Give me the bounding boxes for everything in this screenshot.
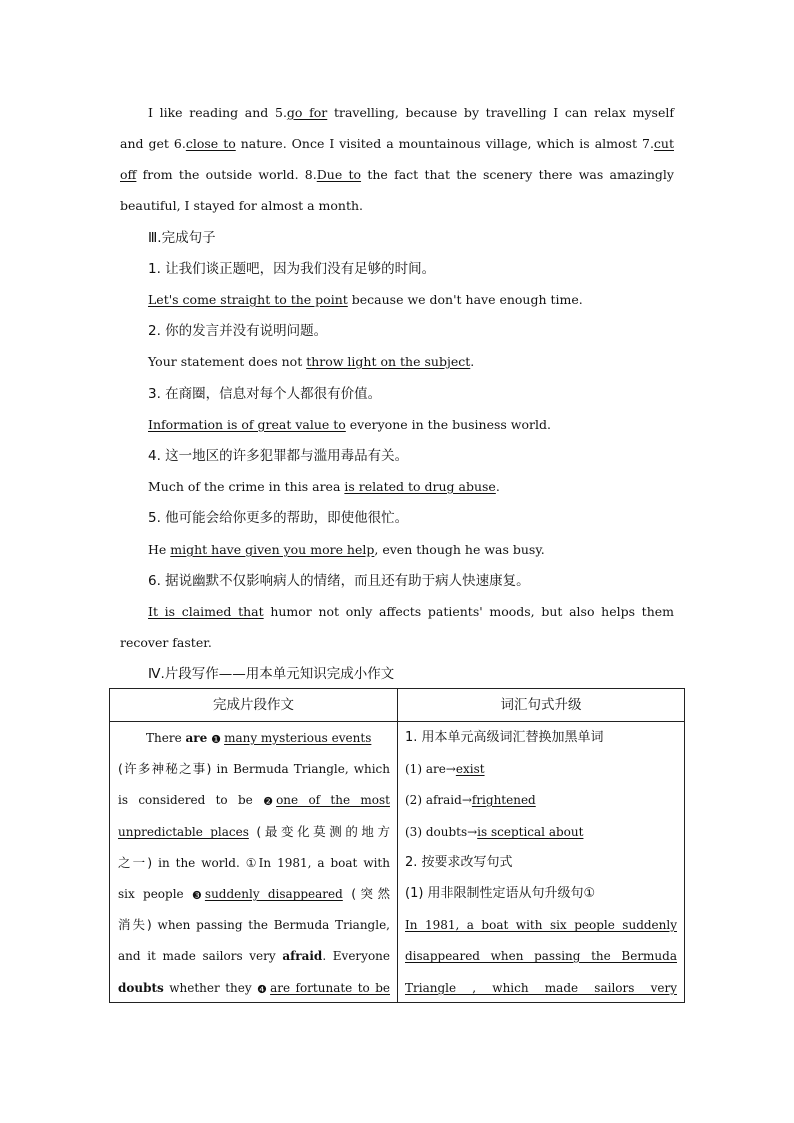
item-2-zh: 2. 你的发言并没有说明问题。	[148, 323, 328, 339]
answer-7b: off	[120, 167, 137, 182]
item-2-en: Your statement does not throw light on the subject.	[148, 354, 475, 369]
left-line-2: (许多神秘之事) in Bermuda Triangle, which	[118, 761, 390, 776]
right-line-3: (2) afraid→frightened	[405, 793, 536, 807]
left-line-9: doubts whether they ❹ are fortunate to be	[118, 981, 390, 996]
item-5-answer: might have given you more help	[170, 542, 375, 557]
blank-marker-4: ❹	[257, 983, 267, 996]
right-answer-frightened: frightened	[471, 793, 536, 807]
passage-line-3: off from the outside world. 8.Due to the fact that the scenery there was amazingly	[120, 167, 674, 182]
item-1-zh: 1. 让我们谈正题吧，因为我们没有足够的时间。	[148, 261, 436, 277]
right-line-6: (1) 用非限制性定语从句升级句①	[405, 886, 596, 901]
item-3-zh: 3. 在商圈，信息对每个人都很有价值。	[148, 386, 382, 402]
right-line-1: 1. 用本单元高级词汇替换加黑单词	[405, 730, 604, 745]
table-header-left: 完成片段作文	[213, 697, 294, 713]
answer-7a: cut	[653, 136, 674, 151]
blank-marker-3: ❸	[191, 889, 202, 902]
answer-5: go for	[286, 105, 328, 120]
left-line-8: and it made sailors very afraid. Everyone	[118, 949, 390, 963]
item-2-answer: throw light on the subject	[306, 354, 471, 369]
left-line-1: There are ❶ many mysterious events	[146, 731, 372, 746]
item-4-answer: is related to drug abuse	[344, 479, 496, 494]
right-line-5: 2. 按要求改写句式	[405, 855, 513, 870]
left-answer-2b: unpredictable places	[118, 825, 249, 839]
item-4-en: Much of the crime in this area is related to drug abuse.	[148, 479, 500, 494]
item-1-answer: Let's come straight to the point	[148, 292, 348, 307]
section-3-heading: Ⅲ.完成句子	[148, 230, 216, 246]
left-line-4: unpredictable places (最变化莫测的地方	[118, 824, 390, 839]
right-line-8: disappeared when passing the Bermuda	[405, 949, 677, 963]
item-6-answer: It is claimed that	[148, 604, 264, 619]
item-3-answer: Information is of great value to	[148, 417, 346, 432]
passage-line-4: beautiful, I stayed for almost a month.	[120, 198, 364, 213]
left-answer-3: suddenly disappeared	[204, 887, 343, 901]
table-header-right: 词汇句式升级	[500, 697, 582, 713]
passage-line-1: I like reading and 5.go for travelling, because by travelling I can relax myself	[148, 105, 674, 120]
table-column-divider	[397, 689, 398, 1002]
left-line-3: is considered to be ❷ one of the most	[118, 793, 390, 808]
left-answer-2a: one of the most	[276, 793, 390, 807]
left-line-5: 之一) in the world. ①In 1981, a boat with	[118, 855, 390, 870]
right-line-2: (1) are→exist	[405, 762, 485, 776]
writing-table	[109, 688, 685, 1003]
table-header-divider	[110, 721, 684, 722]
section-4-heading: Ⅳ.片段写作——用本单元知识完成小作文	[148, 666, 395, 682]
right-line-7: In 1981, a boat with six people suddenly	[405, 918, 677, 932]
left-line-7: 消失) when passing the Bermuda Triangle,	[118, 917, 390, 932]
left-answer-4: are fortunate to be	[270, 981, 390, 995]
blank-marker-1: ❶	[211, 733, 221, 746]
right-answer-sceptical: is sceptical about	[477, 825, 584, 839]
item-4-zh: 4. 这一地区的许多犯罪都与滥用毒品有关。	[148, 448, 409, 464]
right-line-9: Triangle , which made sailors very	[405, 981, 677, 995]
right-answer-exist: exist	[455, 762, 485, 776]
right-line-4: (3) doubts→is sceptical about	[405, 825, 584, 839]
item-6-en: It is claimed that humor not only affects patients' moods, but also helps them	[148, 604, 675, 619]
item-3-en: Information is of great value to everyone in the business world.	[148, 417, 551, 432]
passage-line-2: and get 6.close to nature. Once I visited a mountainous village, which is almost 7.cut	[120, 136, 674, 151]
left-answer-1: many mysterious events	[224, 731, 372, 745]
blank-marker-2: ❷	[263, 795, 273, 808]
answer-6: close to	[185, 136, 236, 151]
item-5-en: He might have given you more help, even though he was busy.	[148, 542, 545, 557]
item-5-zh: 5. 他可能会给你更多的帮助，即使他很忙。	[148, 510, 409, 526]
answer-8: Due to	[316, 167, 362, 182]
item-6-zh: 6. 据说幽默不仅影响病人的情绪，而且还有助于病人快速康复。	[148, 573, 530, 589]
left-line-6: six people ❸ suddenly disappeared (突然	[118, 886, 390, 902]
item-6-en-cont: recover faster.	[120, 635, 212, 650]
item-1-en: Let's come straight to the point because we don't have enough time.	[148, 292, 583, 307]
